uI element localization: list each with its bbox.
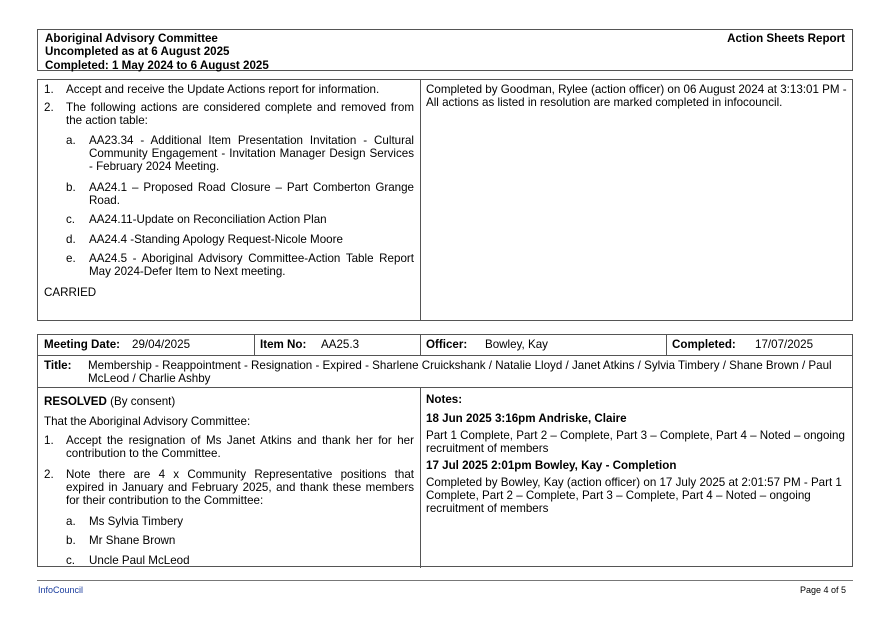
sub-point-letter: b. [66,534,76,547]
sub-point-letter: d. [66,233,76,246]
sub-point: AA24.1 – Proposed Road Closure – Part Comberton Grange Road. [89,181,414,208]
sub-point: Uncle Paul McLeod [89,554,190,567]
cell-divider [254,335,255,355]
point-number: 1. [44,83,54,96]
resolution-intro: That the Aboriginal Advisory Committee: [44,415,251,428]
sub-point-letter: a. [66,515,76,528]
note-text: Part 1 Complete, Part 2 – Complete, Part 3 – Complete, Part 4 – Noted – ongoing recruitment of members [426,429,845,456]
meeting-date: 29/04/2025 [132,338,191,351]
completed-range: Completed: 1 May 2024 to 6 August 2025 [45,58,269,72]
row-divider [38,387,852,388]
action-item-1 [37,79,853,321]
item-no-label: Item No: [260,338,307,351]
footer-brand: InfoCouncil [38,585,84,595]
resolved-label: RESOLVED [44,395,107,408]
note-text: Completed by Bowley, Kay (action officer) on 17 July 2025 at 2:01:57 PM - Part 1 Complete, Part 2 – Complete, Part 3 – Complete, Part 4 – Noted – ongoing recruitment of members [426,476,842,516]
report-header [37,29,853,71]
uncompleted-date: Uncompleted as at 6 August 2025 [45,45,230,59]
sub-point-letter: c. [66,554,76,567]
sub-point: Mr Shane Brown [89,534,176,547]
sub-point-letter: a. [66,134,76,147]
page-number: Page 4 of 5 [800,585,847,595]
committee-name: Aboriginal Advisory Committee [45,32,218,45]
item-no: AA25.3 [321,338,360,351]
officer-name: Bowley, Kay [485,338,548,351]
column-divider [420,387,421,568]
completion-note: Completed by Goodman, Rylee (action officer) on 06 August 2024 at 3:13:01 PM - All actions as listed in resolution are marked completed in infocouncil. [426,83,847,110]
resolution-point: Note there are 4 x Community Representative positions that expired in January and February 2025, and thank these members for their contribution to the Committee: [66,468,414,508]
cell-divider [420,335,421,355]
resolved-suffix: (By consent) [110,395,176,408]
carried-label: CARRIED [44,286,97,299]
title-label: Title: [44,359,72,372]
resolution-point: The following actions are considered complete and removed from the action table: [66,101,414,128]
point-number: 1. [44,434,54,447]
row-divider [38,355,852,356]
note-heading: 17 Jul 2025 2:01pm Bowley, Kay - Completion [426,459,677,472]
sub-point: AA23.34 - Additional Item Presentation Invitation - Cultural Community Engagement - Invitation Manager Design Services - February 2024 Meeting. [89,134,414,174]
completed-label: Completed: [672,338,736,351]
notes-label: Notes: [426,393,463,406]
resolved-heading [44,395,175,408]
sub-point: AA24.4 -Standing Apology Request-Nicole Moore [89,233,343,246]
sub-point: AA24.5 - Aboriginal Advisory Committee-Action Table Report May 2024-Defer Item to Next meeting. [89,252,414,279]
sub-point-letter: c. [66,213,76,226]
officer-label: Officer: [426,338,468,351]
item-title: Membership - Reappointment - Resignation - Expired - Sharlene Cruickshank / Natalie Lloyd / Janet Atkins / Sylvia Timbery / Shane Brown / Paul McLeod / Charlie Ashby [88,359,832,386]
footer-rule [37,580,853,581]
action-item-2 [37,334,853,567]
point-number: 2. [44,468,54,481]
point-number: 2. [44,101,54,114]
column-divider [420,80,421,320]
cell-divider [666,335,667,355]
note-heading: 18 Jun 2025 3:16pm Andriske, Claire [426,412,627,425]
sub-point-letter: e. [66,252,76,265]
report-title: Action Sheets Report [727,32,845,45]
meeting-date-label: Meeting Date: [44,338,121,351]
sub-point: AA24.11-Update on Reconciliation Action Plan [89,213,327,226]
resolution-point: Accept the resignation of Ms Janet Atkins and thank her for her contribution to the Committee. [66,434,414,461]
sub-point: Ms Sylvia Timbery [89,515,184,528]
sub-point-letter: b. [66,181,76,194]
header-left [45,32,269,72]
completed-date: 17/07/2025 [755,338,814,351]
resolution-point: Accept and receive the Update Actions report for information. [66,83,380,96]
